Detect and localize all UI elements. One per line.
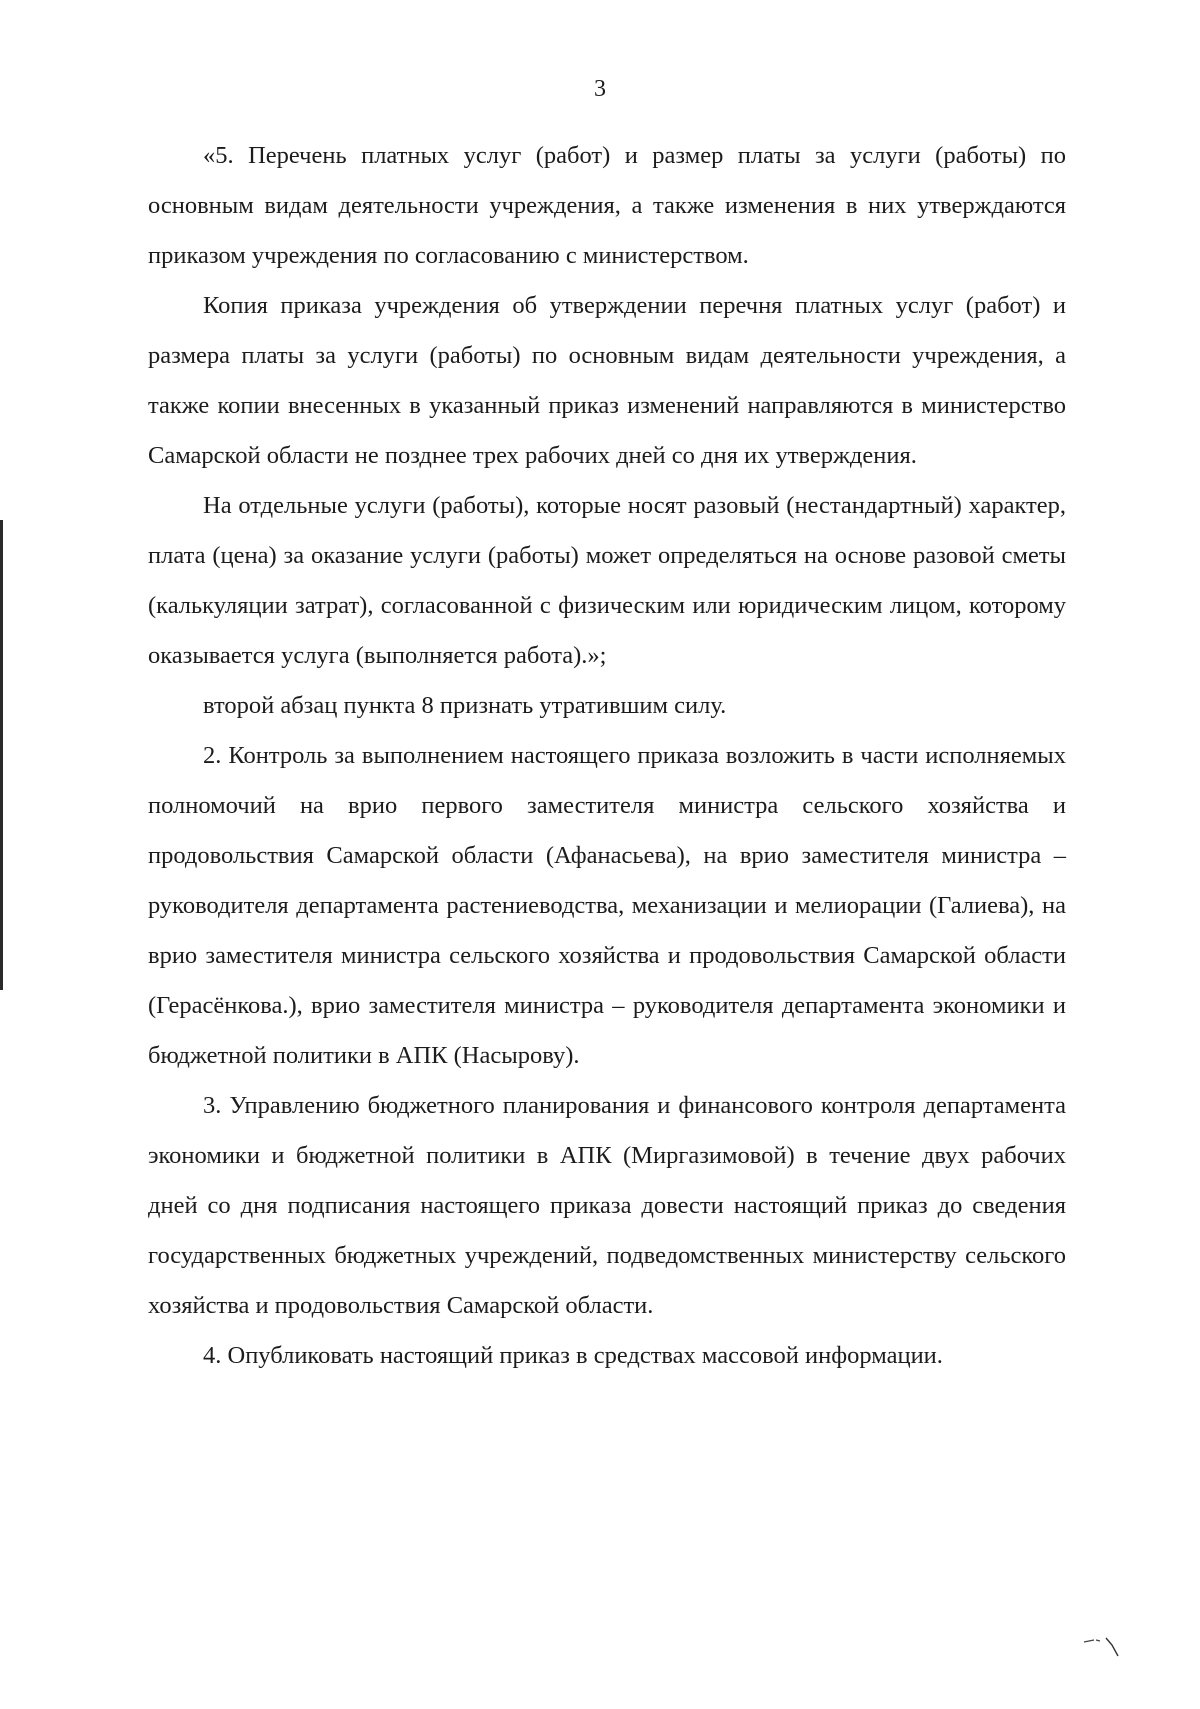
page-number: 3 (594, 76, 606, 102)
paragraph-one-time-services: На отдельные услуги (работы), которые носят разовый (нестандартный) характер, плата (цена) за оказание услуги (работы) может определяться на основе разовой сметы (калькуляции затрат), согласованной с физическим или юридическим лицом, которому оказывается услуга (выполняется работа).»; (148, 492, 1066, 669)
paragraph-item-5-paid-services: «5. Перечень платных услуг (работ) и размер платы за услуги (работы) по основным видам деятельности учреждения, а также изменения в них утверждаются приказом учреждения по согласованию с министерством. (148, 142, 1066, 269)
paragraph-publish: 4. Опубликовать настоящий приказ в средствах массовой информации. (203, 1342, 943, 1369)
scan-left-edge (0, 520, 3, 990)
paragraph-order-copy: Копия приказа учреждения об утверждении перечня платных услуг (работ) и размера платы за услуги (работы) по основным видам деятельности учреждения, а также копии внесенных в указанный приказ изменений направляются в министерство Самарской области не позднее трех рабочих дней со дня их утверждения. (148, 292, 1066, 469)
document-body (148, 131, 1066, 1381)
paragraph-second-abzac: второй абзац пункта 8 признать утратившим силу. (203, 692, 727, 719)
paragraph-control: 2. Контроль за выполнением настоящего приказа возложить в части исполняемых полномочий на врио первого заместителя министра сельского хозяйства и продовольствия Самарской области (Афанасьева), на врио заместителя министра – руководителя департамента растениеводства, механизации и мелиорации (Галиева), на врио заместителя министра сельского хозяйства и продовольствия Самарской области (Герасёнкова.), врио заместителя министра – руководителя департамента экономики и бюджетной политики в АПК (Насырову). (148, 742, 1066, 1069)
paragraph-budget-department: 3. Управлению бюджетного планирования и финансового контроля департамента экономики и бюджетной политики в АПК (Миргазимовой) в течение двух рабочих дней со дня подписания настоящего приказа довести настоящий приказ до сведения государственных бюджетных учреждений, подведомственных министерству сельского хозяйства и продовольствия Самарской области. (148, 1092, 1066, 1319)
pen-mark (1082, 1636, 1122, 1658)
